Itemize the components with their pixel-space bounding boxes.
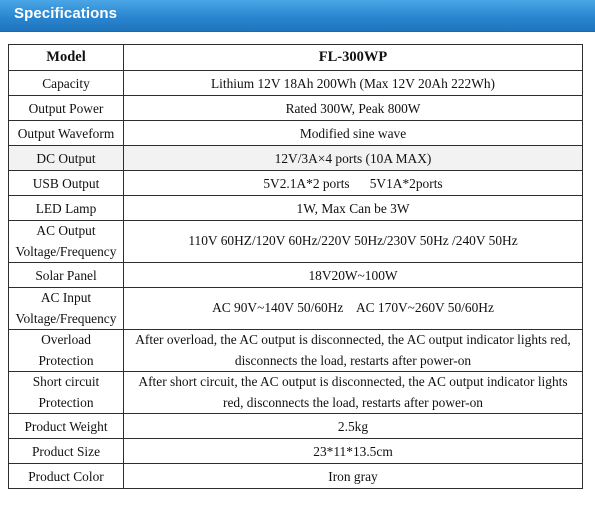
row-value: Lithium 12V 18Ah 200Wh (Max 12V 20Ah 222Wh) (124, 71, 583, 96)
table-row (9, 414, 583, 439)
row-label: LED Lamp (9, 196, 124, 221)
row-value: Rated 300W, Peak 800W (124, 96, 583, 121)
table-row (9, 330, 583, 372)
row-label: Short circuit Protection (9, 372, 124, 414)
row-value: 1W, Max Can be 3W (124, 196, 583, 221)
header-bar (0, 0, 595, 32)
section-title: Specifications (14, 5, 118, 22)
row-label: Product Weight (9, 414, 124, 439)
table-row (9, 288, 583, 330)
row-label: DC Output (9, 146, 124, 171)
table-row (9, 96, 583, 121)
row-label: Overload Protection (9, 330, 124, 372)
table-row (9, 372, 583, 414)
table-row (9, 263, 583, 288)
row-label: Product Size (9, 439, 124, 464)
row-value: 23*11*13.5cm (124, 439, 583, 464)
row-value: 5V2.1A*2 ports 5V1A*2ports (124, 171, 583, 196)
table-row (9, 196, 583, 221)
table-row (9, 121, 583, 146)
table-row (9, 146, 583, 171)
row-label: Output Power (9, 96, 124, 121)
row-label: AC Output Voltage/Frequency (9, 221, 124, 263)
row-value: AC 90V~140V 50/60Hz AC 170V~260V 50/60Hz (124, 288, 583, 330)
row-value: Modified sine wave (124, 121, 583, 146)
header-value-cell: FL-300WP (124, 45, 583, 71)
row-value: After short circuit, the AC output is disconnected, the AC output indicator lights red, disconnects the load, restarts after power-on (124, 372, 583, 414)
row-label: USB Output (9, 171, 124, 196)
row-value: 12V/3A×4 ports (10A MAX) (124, 146, 583, 171)
specifications-table (8, 44, 583, 489)
row-value: 110V 60HZ/120V 60Hz/220V 50Hz/230V 50Hz /240V 50Hz (124, 221, 583, 263)
table-row (9, 71, 583, 96)
row-label: Product Color (9, 464, 124, 489)
row-label: Capacity (9, 71, 124, 96)
table-row (9, 439, 583, 464)
table-row (9, 464, 583, 489)
row-value: 18V20W~100W (124, 263, 583, 288)
row-value: After overload, the AC output is disconnected, the AC output indicator lights red, disconnects the load, restarts after power-on (124, 330, 583, 372)
row-label: Output Waveform (9, 121, 124, 146)
table-row (9, 221, 583, 263)
table-header-row (9, 45, 583, 71)
table-row (9, 171, 583, 196)
row-value: 2.5kg (124, 414, 583, 439)
row-value: Iron gray (124, 464, 583, 489)
header-label-cell: Model (9, 45, 124, 71)
row-label: AC Input Voltage/Frequency (9, 288, 124, 330)
row-label: Solar Panel (9, 263, 124, 288)
